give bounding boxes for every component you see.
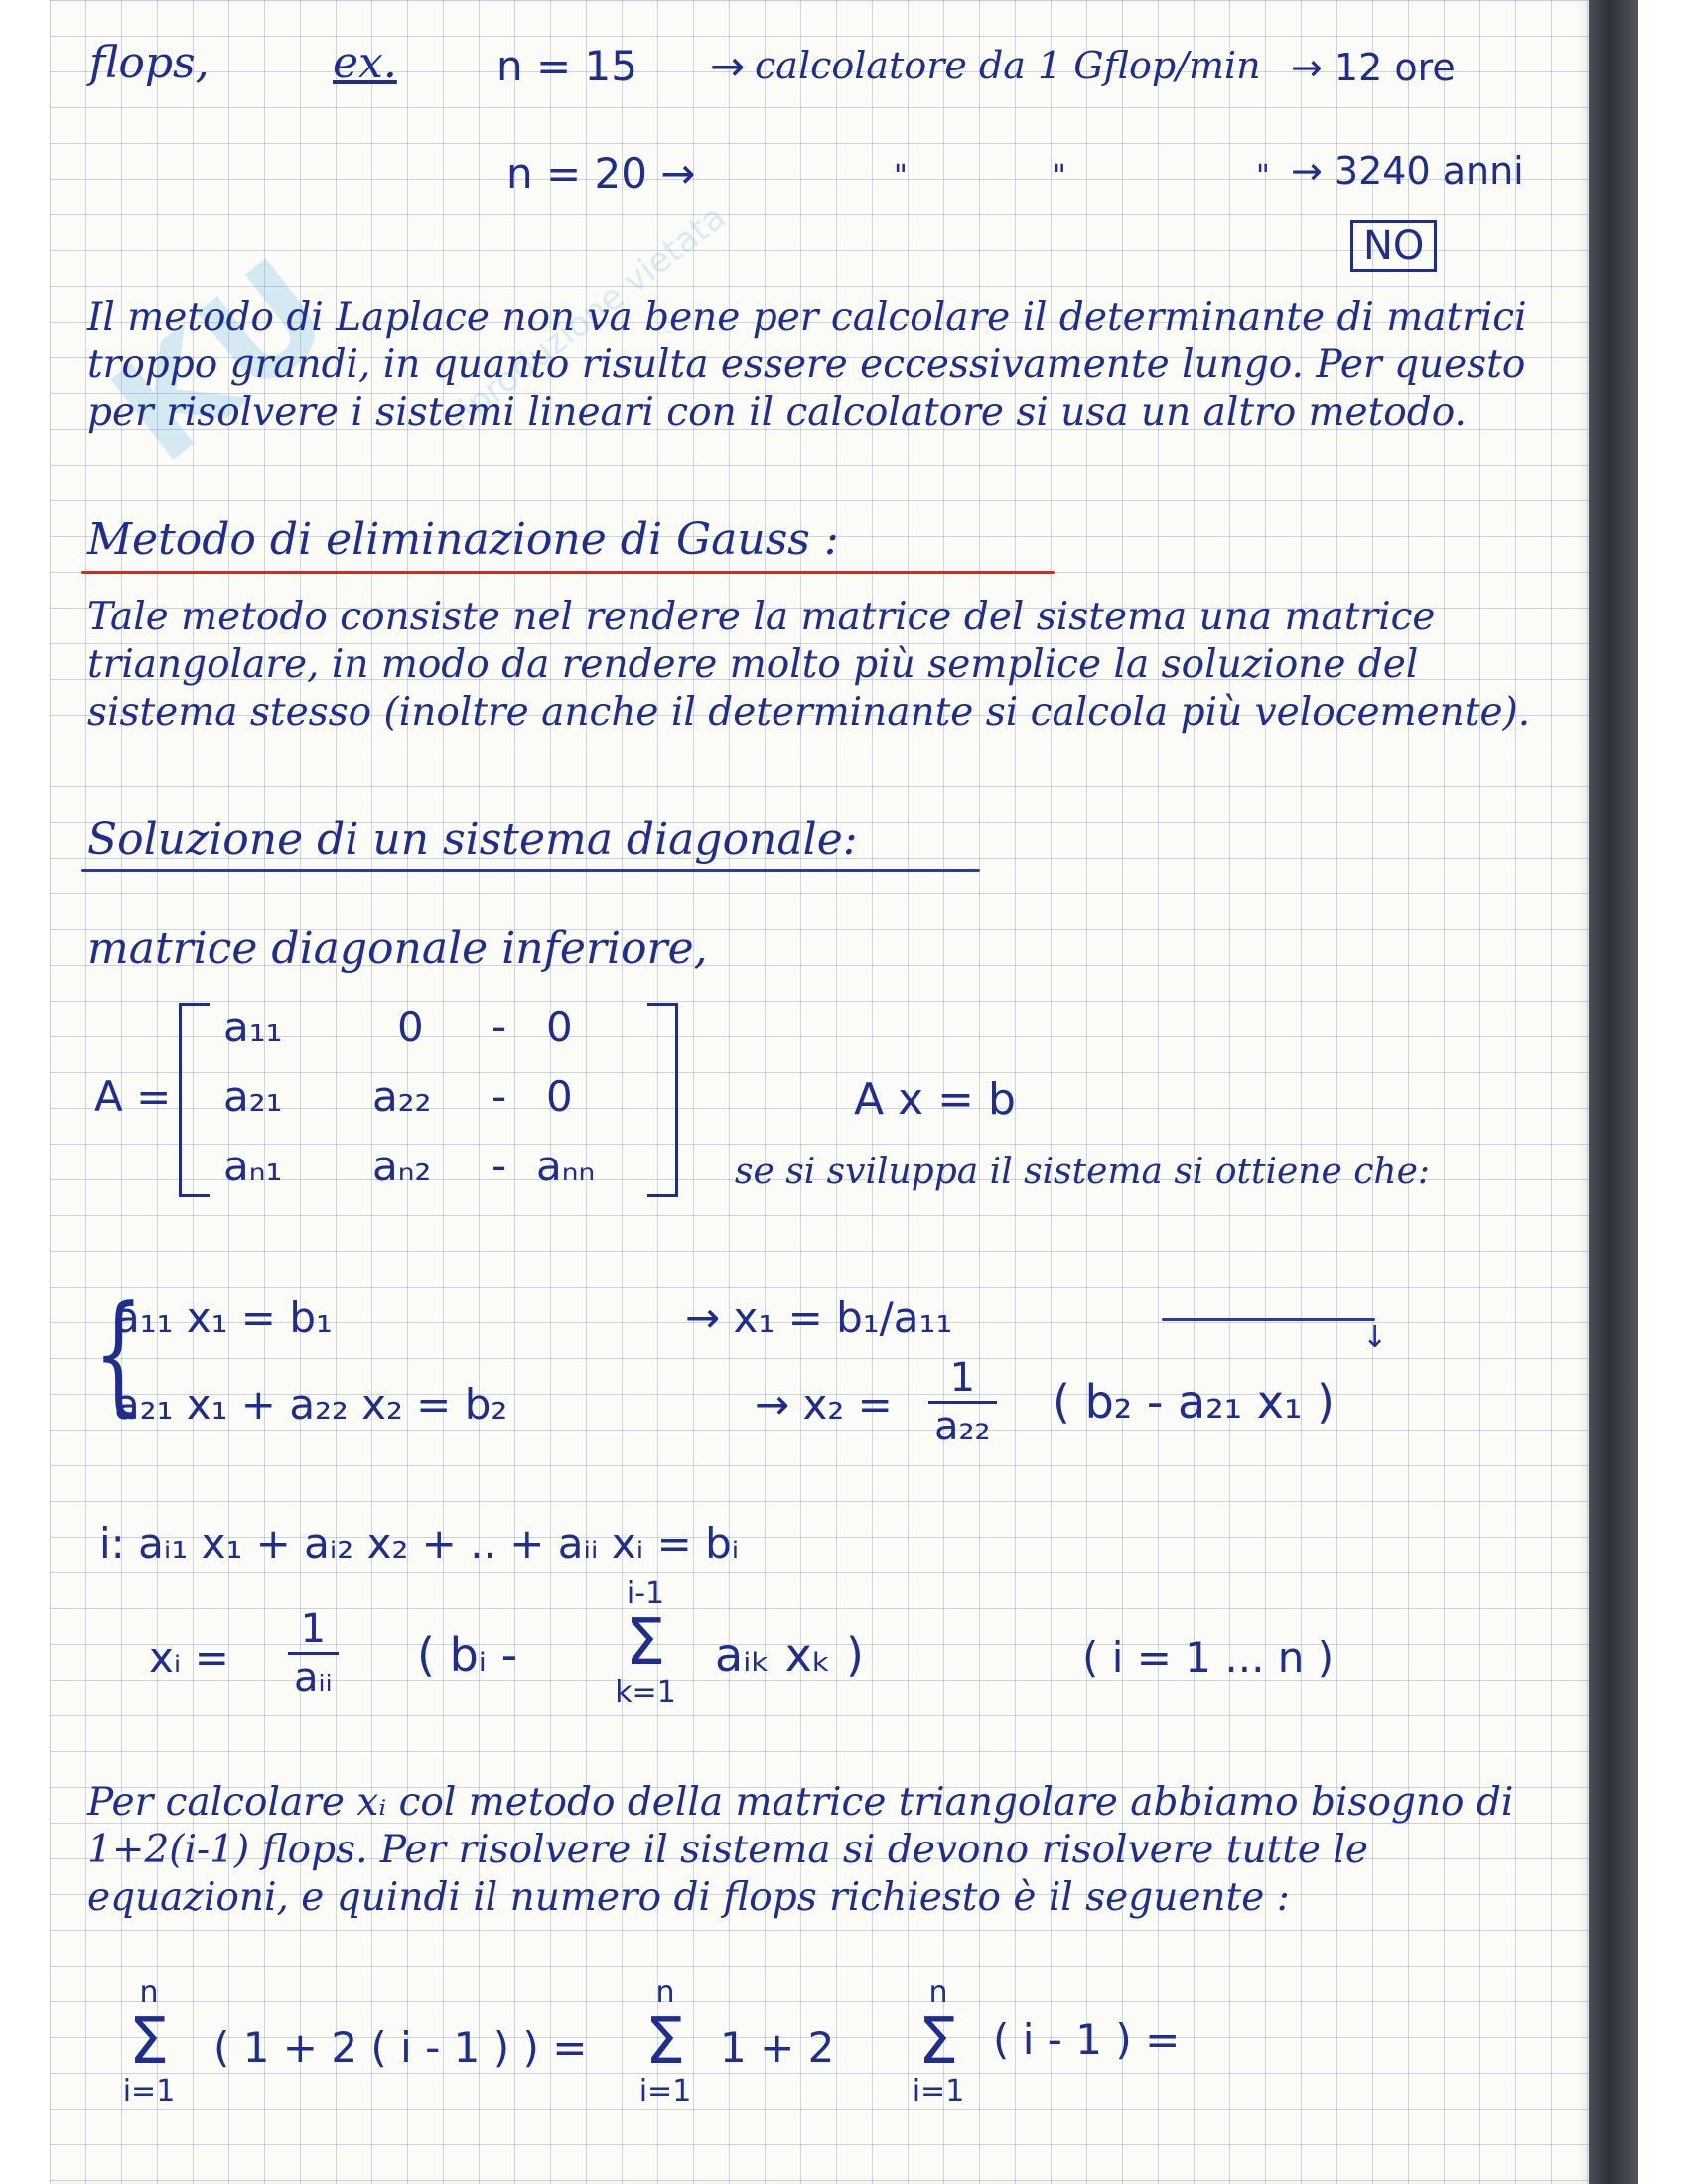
gauss-heading: Metodo di eliminazione di Gauss : [87,514,839,565]
xi-open-paren: ( bᵢ - [417,1628,518,1682]
flops-label: flops, [89,38,210,88]
left-margin [0,0,50,2184]
matrix-cell: - [492,1072,507,1121]
result-12-hours: → 12 ore [1291,46,1456,89]
n15: n = 15 [496,42,637,90]
matrix-cell: - [492,1003,507,1051]
sum-symbol-1: n Σ i=1 [109,1976,189,2109]
sum-upper-limit: i-1 [626,1576,665,1611]
sum-lower-limit: k=1 [615,1675,676,1709]
sum-2-body: 1 + 2 [720,2023,835,2072]
ditto-mark: " [1256,159,1270,194]
watermark-logo: KU [83,226,362,494]
develop-text: se si sviluppa il sistema si ottiene che: [735,1152,1430,1192]
sum-symbol-k: i-1 Σ k=1 [606,1576,685,1709]
sum-lower-limit: i=1 [122,2074,176,2109]
index-range: ( i = 1 ... n ) [1082,1633,1335,1682]
matrix-A-label: A = [94,1072,172,1121]
xi-label: xᵢ = [149,1633,229,1682]
diagonal-heading: Soluzione di un sistema diagonale: [87,814,858,865]
sum-1-body: ( 1 + 2 ( i - 1 ) ) = [213,2023,588,2072]
matrix-cell: - [492,1142,507,1190]
sum-upper-limit: n [139,1976,159,2010]
gauss-heading-underline [81,571,1055,574]
sum-symbol-2: n Σ i=1 [626,1976,705,2109]
matrix-cell: 0 [546,1072,573,1121]
system-sol-2-frac [928,1355,997,1449]
sum-upper-limit: n [928,1976,948,2010]
sum-lower-limit: i=1 [912,2074,965,2109]
ditto-mark: " [1053,159,1066,194]
matrix-cell: a₂₁ [223,1072,283,1121]
substitution-arrow-head: ↓ [1362,1320,1388,1355]
lower-matrix-label: matrice diagonale inferiore, [87,923,708,974]
watermark-text: riproduzione vietata [440,197,734,439]
matrix-cell: 0 [546,1003,573,1051]
flops-count-paragraph: Per calcolare xᵢ col metodo della matrice triangolare abbiamo bisogno di 1+2(i-1) flops. Per risolvere il sistema si devono risolvere tutte le equazioni, e quindi il numero di flops richiesto è il seguente : [87,1780,1514,1920]
sum-lower-limit: i=1 [638,2074,692,2109]
sum-upper-limit: n [655,1976,675,2010]
calculator-text: calcolatore da 1 Gflop/min [755,44,1261,87]
matrix-cell: aₙ₂ [372,1142,432,1190]
fraction-numerator: 1 [928,1355,997,1404]
xi-fraction [288,1606,339,1701]
diagonal-heading-underline [81,869,980,872]
system-sol-2-pre: → x₂ = [755,1380,893,1429]
fraction-denominator: aᵢᵢ [294,1655,333,1701]
fraction-denominator: a₂₂ [934,1404,991,1449]
matrix-cell: 0 [397,1003,424,1051]
matrix-cell: a₂₂ [372,1072,432,1121]
system-brace: { [93,1278,144,1429]
system-eq-2: a₂₁ x₁ + a₂₂ x₂ = b₂ [114,1380,508,1429]
sum-symbol-3: n Σ i=1 [899,1976,978,2109]
matrix-cell: a₁₁ [223,1003,283,1051]
example-label: ex. [333,38,397,88]
arrow-1: → [710,42,746,90]
fraction-numerator: 1 [288,1606,339,1655]
system-sol-1: → x₁ = b₁/a₁₁ [685,1294,953,1342]
sum-body: aᵢₖ xₖ ) [715,1628,864,1682]
matrix-right-bracket [647,1003,678,1197]
substitution-arrow-line [1162,1318,1375,1321]
general-row-equation: i: aᵢ₁ x₁ + aᵢ₂ x₂ + .. + aᵢᵢ xᵢ = bᵢ [99,1519,740,1568]
matrix-cell: aₙₙ [536,1142,596,1190]
sum-3-body: ( i - 1 ) = [993,2015,1181,2064]
system-sol-2-post: ( b₂ - a₂₁ x₁ ) [1053,1375,1335,1429]
n20: n = 20 → [506,149,696,198]
matrix-left-bracket [179,1003,210,1197]
equation-Ax-b: A x = b [854,1074,1016,1125]
notebook-binding [1589,0,1638,2184]
result-3240-years: → 3240 anni [1291,149,1524,193]
ditto-mark: " [894,159,908,194]
matrix-cell: aₙ₁ [223,1142,283,1190]
system-eq-1: a₁₁ x₁ = b₁ [114,1294,333,1342]
gauss-paragraph: Tale metodo consiste nel rendere la matrice del sistema una matrice triangolare, in modo da rendere molto più semplice la soluzione del sistema stesso (inoltre anche il determinante si calcola più velocemente). [87,595,1531,735]
no-box: NO [1350,220,1437,272]
laplace-paragraph: Il metodo di Laplace non va bene per calcolare il determinante di matrici troppo grandi, in quanto risulta essere eccessivamente lungo. Per questo per risolvere i sistemi lineari con il calcolatore si usa un altro metodo. [87,295,1527,435]
